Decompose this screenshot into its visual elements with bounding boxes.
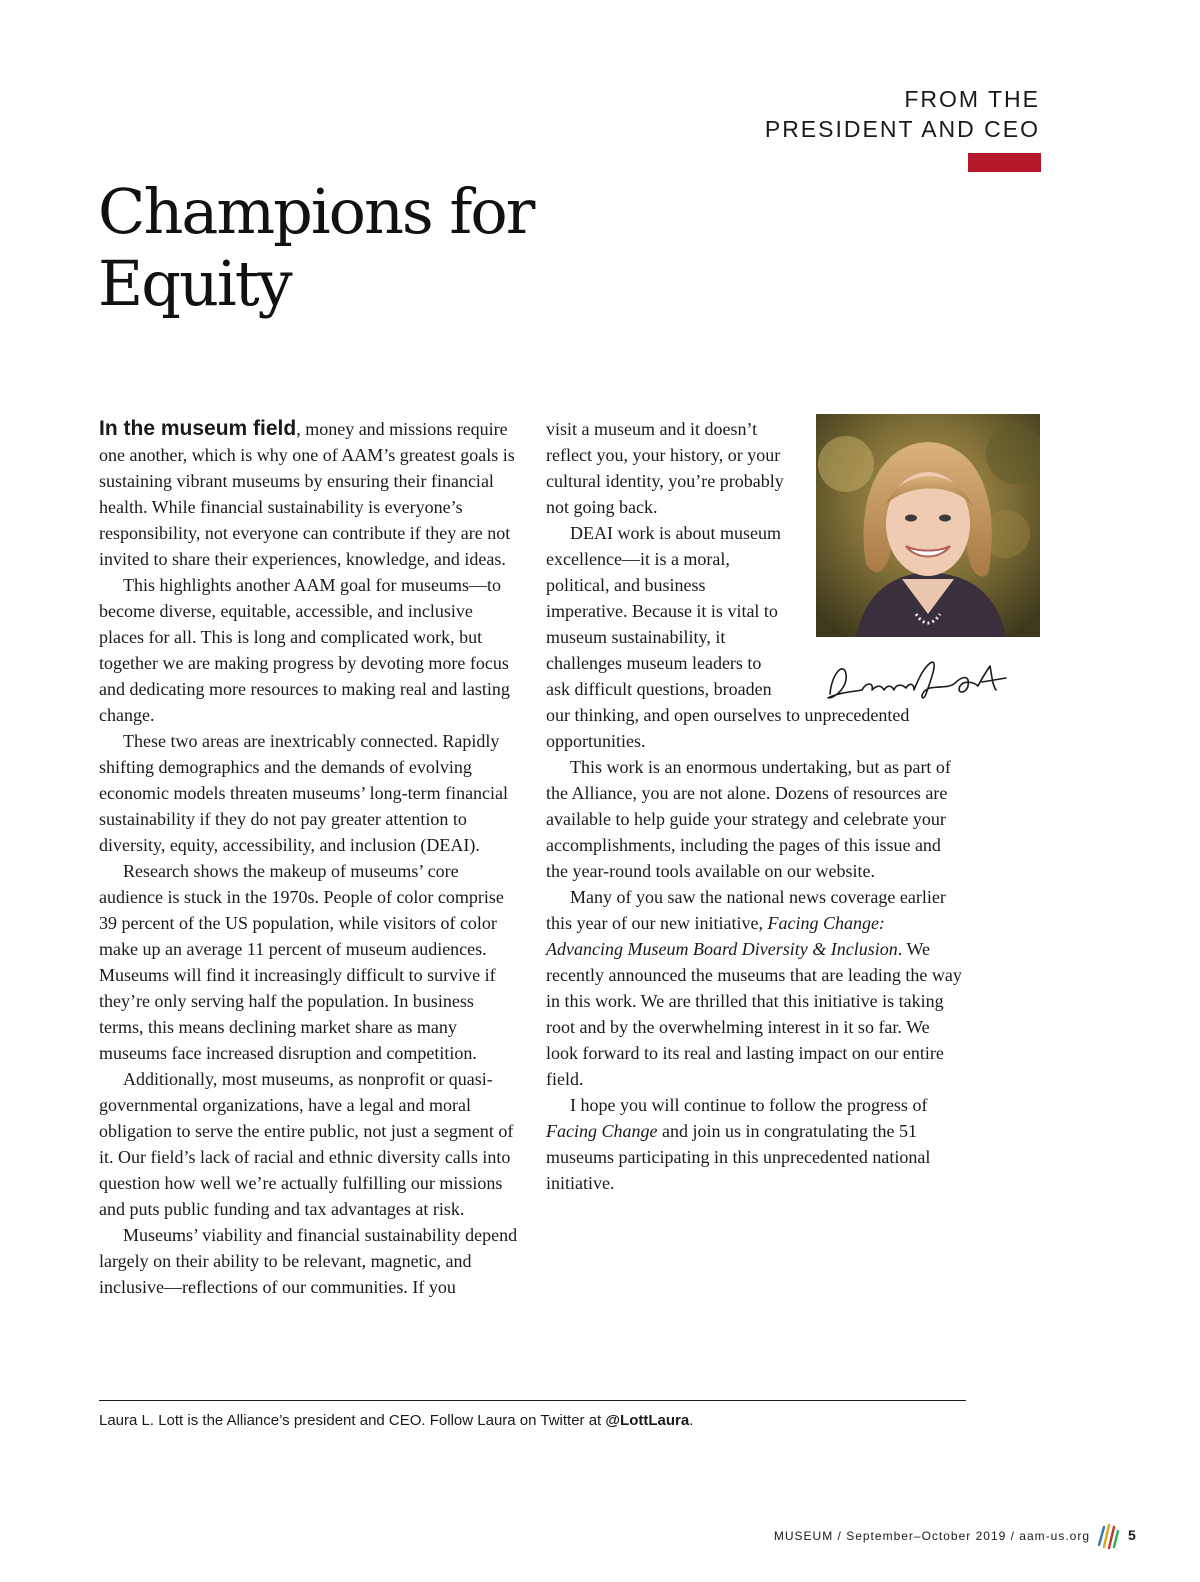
paragraph-4: Research shows the makeup of museums’ core audience is stuck in the 1970s. People of color comprise 39 percent of the US population, while visitors of color make up an average 11 percent of museum audiences. Museums will find it increasingly difficult to survive if they’re only serving half the population. In business terms, this means declining market share as many museums face increased disruption and competition. <box>99 861 504 1063</box>
paragraph-2: This highlights another AAM goal for museums—to become diverse, equitable, accessible, and inclusive places for all. This is long and complicated work, but together we are making progress by devoting more focus and dedicating more resources to making real and lasting change. <box>99 575 510 725</box>
paragraph-11-text-b: and join us in congratulating the 51 museums participating in this unprecedented national initiative. <box>546 1121 931 1193</box>
bio-divider <box>99 1400 966 1401</box>
page-number: 5 <box>1128 1527 1136 1543</box>
twitter-handle: @LottLaura <box>605 1412 690 1429</box>
paragraph-3: These two areas are inextricably connected. Rapidly shifting demographics and the demands of evolving economic models threaten museums’ long-term financial sustainability if they do not pay greater attention to diversity, equity, accessibility, and inclusion (DEAI). <box>99 731 509 855</box>
author-portrait <box>816 414 1040 637</box>
section-kicker <box>640 84 1040 144</box>
kicker-line-1: FROM THE <box>904 86 1040 112</box>
initiative-name: Facing Change: Advancing Museum Board Diversity & Inclusion <box>546 913 898 959</box>
initiative-short-name: Facing Change <box>546 1121 658 1141</box>
article-title <box>98 176 698 320</box>
paragraph-5: Additionally, most museums, as nonprofit or quasi-governmental organizations, have a legal and moral obligation to serve the entire public, not just a segment of it. Our field’s lack of racial and ethnic diversity calls into question how well we’re actually fulfilling our missions and puts public funding and tax advantages at risk. <box>99 1069 514 1219</box>
title-line-1: Champions for <box>98 175 534 248</box>
kicker-line-2: PRESIDENT AND CEO <box>764 116 1040 142</box>
title-line-2: Equity <box>98 247 291 320</box>
bio-end: . <box>689 1412 694 1429</box>
paragraph-11-text-a: I hope you will continue to follow the progress of <box>570 1095 928 1115</box>
paragraph-10 <box>546 884 966 1092</box>
author-signature <box>822 652 1012 712</box>
paragraph-10-text-b: . We recently announced the museums that are leading the way in this work. We are thrilled that this initiative is taking root and by the overwhelming interest in it so far. We look forward to its real and lasting impact on our entire field. <box>546 939 962 1089</box>
footer-folio: MUSEUM / September–October 2019 / aam-us.org <box>773 1529 1090 1543</box>
kicker-accent-bar <box>968 153 1041 172</box>
author-bio <box>99 1411 969 1431</box>
paragraph-6: Museums’ viability and financial sustainability depend largely on their ability to be relevant, magnetic, and inclusive—reflections of our communities. If you <box>99 1225 518 1297</box>
paragraph-8: DEAI work is about museum excellence—it is a moral, political, and business imperative. Because it is vital to museum sustainability, it challenges museum leaders to ask difficult questions, broaden our thinking, and open ourselves to unprecedented opportunities. <box>546 523 910 751</box>
paragraph-11 <box>546 1092 966 1196</box>
paragraph-9: This work is an enormous undertaking, but as part of the Alliance, you are not alone. Dozens of resources are available to help guide your strategy and celebrate your accomplishments, including the pages of this issue and the year-round tools available on our website. <box>546 757 951 881</box>
paragraph-1 <box>99 416 521 572</box>
paragraph-10-text-a: Many of you saw the national news coverage earlier this year of our new initiative, <box>546 887 946 933</box>
paragraph-7: visit a museum and it doesn’t reflect you, your history, or your cultural identity, you’re probably not going back. <box>546 419 784 517</box>
lead-in: In the museum field <box>99 417 297 440</box>
aam-logo-icon <box>1096 1521 1120 1551</box>
article-column-left <box>99 416 521 1300</box>
bio-text: Laura L. Lott is the Alliance’s president and CEO. Follow Laura on Twitter at <box>99 1412 606 1429</box>
paragraph-1-text: , money and missions require one another, which is why one of AAM’s greatest goals is sustaining vibrant museums by ensuring their financial health. While financial sustainability is everyone’s responsibility, not everyone can contribute if they are not invited to share their experiences, knowledge, and ideas. <box>99 419 515 569</box>
